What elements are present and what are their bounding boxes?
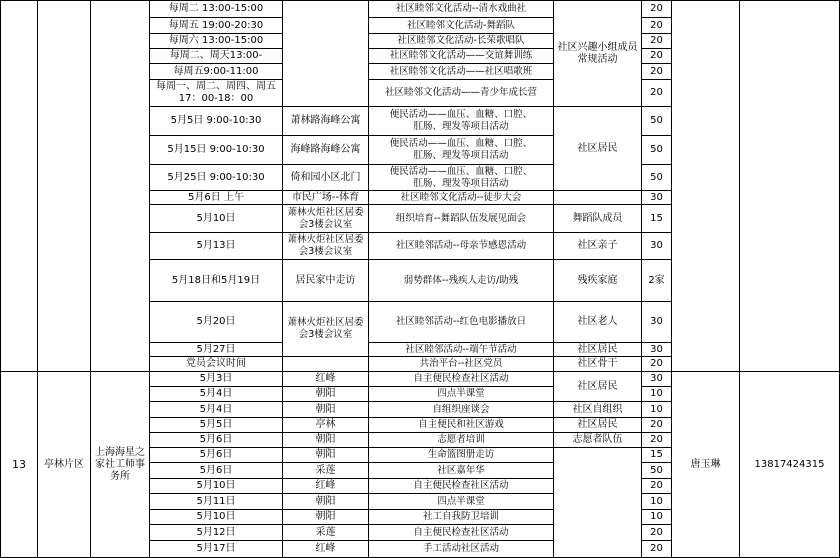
count-cell: 30 — [642, 191, 672, 205]
content-cell: 弱势群体--残疾人走访/助残 — [369, 260, 554, 302]
district-cell-upper — [38, 0, 91, 372]
time-cell: 5月27日 — [150, 343, 283, 357]
count-cell: 10 — [642, 494, 672, 510]
time-cell: 党员会议时间 — [150, 357, 283, 372]
time-cell: 每周一、周二、周四、周五17：00-18：00 — [150, 80, 283, 107]
count-cell: 15 — [642, 448, 672, 463]
content-cell: 社区睦邻活动--母亲节感恩活动 — [369, 233, 554, 260]
time-cell: 5月10日 — [150, 205, 283, 233]
date-cell: 5月6日 — [150, 463, 283, 479]
content-cell: 自主便民检查社区活动 — [369, 372, 554, 387]
time-cell: 每周五9:00-11:00 — [150, 64, 283, 80]
date-cell: 5月5日 — [150, 418, 283, 433]
place-cell — [283, 357, 369, 372]
content-cell: 社区睦邻文化活动--清水戏曲社 — [369, 0, 554, 18]
time-cell: 5月20日 — [150, 302, 283, 343]
date-cell: 5月10日 — [150, 510, 283, 525]
count-cell: 50 — [642, 165, 672, 191]
content-cell: 组织培育--舞蹈队伍发展见面会 — [369, 205, 554, 233]
place-cell-program — [283, 0, 369, 107]
place-cell: 朝阳 — [283, 494, 369, 510]
content-cell: 生命篮图册走访 — [369, 448, 554, 463]
count-cell: 30 — [642, 372, 672, 387]
content-cell: 社区睦邻活动--红色电影播放日 — [369, 302, 554, 343]
time-cell: 5月15日 9:00-10:30 — [150, 136, 283, 165]
time-cell: 每周五 19:00-20:30 — [150, 18, 283, 34]
count-cell: 20 — [642, 357, 672, 372]
target-cell: 社区居民 — [554, 418, 642, 433]
place-cell: 红峰 — [283, 479, 369, 494]
content-cell: 四点半课堂 — [369, 494, 554, 510]
date-cell: 5月17日 — [150, 541, 283, 558]
date-cell: 5月10日 — [150, 479, 283, 494]
time-cell: 每周六 13:00-15:00 — [150, 34, 283, 49]
count-cell: 20 — [642, 525, 672, 541]
time-cell: 每周二 13:00-15:00 — [150, 0, 283, 18]
target-cell: 残疾家庭 — [554, 260, 642, 302]
content-cell: 社区睦邻文化活动——社区唱歌班 — [369, 64, 554, 80]
content-cell: 社区睦邻文化活动-舞蹈队 — [369, 18, 554, 34]
count-cell: 50 — [642, 107, 672, 136]
target-cell: 社区老人 — [554, 302, 642, 343]
place-cell: 萧林路海峰公寓 — [283, 107, 369, 136]
no-cell: 13 — [0, 372, 38, 558]
target-cell: 社区居民 — [554, 372, 642, 402]
content-cell: 自主便民检查社区活动 — [369, 479, 554, 494]
target-cell — [554, 191, 642, 205]
place-cell: 海峰路海峰公寓 — [283, 136, 369, 165]
content-cell: 手工活动社区活动 — [369, 541, 554, 558]
content-cell: 社区睦邻活动--端午节活动 — [369, 343, 554, 357]
count-cell: 20 — [642, 18, 672, 34]
count-cell: 10 — [642, 510, 672, 525]
place-cell: 采莲 — [283, 463, 369, 479]
target-cell: 社区兴趣小组成员常规活动 — [554, 0, 642, 107]
content-cell: 社工自我防卫培训 — [369, 510, 554, 525]
content-cell: 自主便民和社区游戏 — [369, 418, 554, 433]
count-cell: 30 — [642, 343, 672, 357]
place-cell: 亭林 — [283, 418, 369, 433]
target-cell: 社区骨干 — [554, 357, 642, 372]
place-cell: 市民广场--体育 — [283, 191, 369, 205]
place-cell-shared: 萧林火炬社区居委会3楼会议室 — [283, 302, 369, 357]
target-cell — [554, 448, 642, 558]
count-cell: 10 — [642, 387, 672, 402]
date-cell: 5月12日 — [150, 525, 283, 541]
content-cell: 社区嘉年华 — [369, 463, 554, 479]
time-cell: 5月6日 上午 — [150, 191, 283, 205]
target-cell: 舞蹈队成员 — [554, 205, 642, 233]
count-cell: 2家 — [642, 260, 672, 302]
count-cell: 20 — [642, 479, 672, 494]
count-cell: 20 — [642, 34, 672, 49]
place-cell: 朝阳 — [283, 448, 369, 463]
count-cell: 15 — [642, 205, 672, 233]
date-cell: 5月6日 — [150, 448, 283, 463]
count-cell: 20 — [642, 541, 672, 558]
date-cell: 5月4日 — [150, 387, 283, 402]
target-cell: 社区亲子 — [554, 233, 642, 260]
content-cell: 自主便民检查社区活动 — [369, 525, 554, 541]
place-cell: 朝阳 — [283, 387, 369, 402]
count-cell: 30 — [642, 302, 672, 343]
content-cell: 社区睦邻文化活动--徒步大会 — [369, 191, 554, 205]
count-cell: 50 — [642, 463, 672, 479]
content-cell: 志愿者培训 — [369, 433, 554, 448]
count-cell: 20 — [642, 64, 672, 80]
place-cell: 萧林火炬社区居委会3楼会议室 — [283, 233, 369, 260]
count-cell: 20 — [642, 0, 672, 18]
count-cell: 20 — [642, 433, 672, 448]
place-cell: 居民家中走访 — [283, 260, 369, 302]
place-cell: 红峰 — [283, 541, 369, 558]
time-cell: 5月5日 9:00-10:30 — [150, 107, 283, 136]
place-cell: 萧林火炬社区居委会3楼会议室 — [283, 205, 369, 233]
time-cell: 5月13日 — [150, 233, 283, 260]
content-cell: 便民活动——血压、血糖、口腔、肛肠、理发等项目活动 — [369, 136, 554, 165]
content-cell: 自组织座谈会 — [369, 402, 554, 418]
place-cell: 朝阳 — [283, 510, 369, 525]
content-cell: 社区睦邻文化活动——青少年成长营 — [369, 80, 554, 107]
place-cell: 红峰 — [283, 372, 369, 387]
content-cell: 共治平台--社区党员 — [369, 357, 554, 372]
target-cell: 志愿者队伍 — [554, 433, 642, 448]
phone-cell-upper — [740, 0, 840, 372]
content-cell: 四点半课堂 — [369, 387, 554, 402]
count-cell: 20 — [642, 49, 672, 64]
district-cell: 亭林片区 — [38, 372, 91, 558]
no-cell-upper — [0, 0, 38, 372]
place-cell: 朝阳 — [283, 433, 369, 448]
content-cell: 社区睦邻文化活动-长荣歌唱队 — [369, 34, 554, 49]
org-cell: 上海海星之家社工师事务所 — [91, 372, 150, 558]
org-cell-upper — [91, 0, 150, 372]
place-cell: 采莲 — [283, 525, 369, 541]
count-cell: 30 — [642, 233, 672, 260]
time-cell: 5月25日 9:00-10:30 — [150, 165, 283, 191]
place-cell: 朝阳 — [283, 402, 369, 418]
place-cell: 倚和园小区北门 — [283, 165, 369, 191]
phone-cell: 13817424315 — [740, 372, 840, 558]
target-cell: 社区自组织 — [554, 402, 642, 418]
content-cell: 社区睦邻文化活动——交谊舞训练 — [369, 49, 554, 64]
time-cell: 5月18日和5月19日 — [150, 260, 283, 302]
date-cell: 5月6日 — [150, 433, 283, 448]
count-cell: 50 — [642, 136, 672, 165]
contact-cell-upper — [672, 0, 740, 372]
count-cell: 10 — [642, 402, 672, 418]
date-cell: 5月3日 — [150, 372, 283, 387]
content-cell: 便民活动——血压、血糖、口腔、肛肠、理发等项目活动 — [369, 107, 554, 136]
content-cell: 便民活动——血压、血糖、口腔、肛肠、理发等项目活动 — [369, 165, 554, 191]
time-cell: 每周二、周天13:00- — [150, 49, 283, 64]
contact-cell: 唐玉琳 — [672, 372, 740, 558]
count-cell: 20 — [642, 80, 672, 107]
target-cell: 社区居民 — [554, 343, 642, 357]
date-cell: 5月11日 — [150, 494, 283, 510]
target-cell: 社区居民 — [554, 107, 642, 191]
date-cell: 5月4日 — [150, 402, 283, 418]
count-cell: 20 — [642, 418, 672, 433]
